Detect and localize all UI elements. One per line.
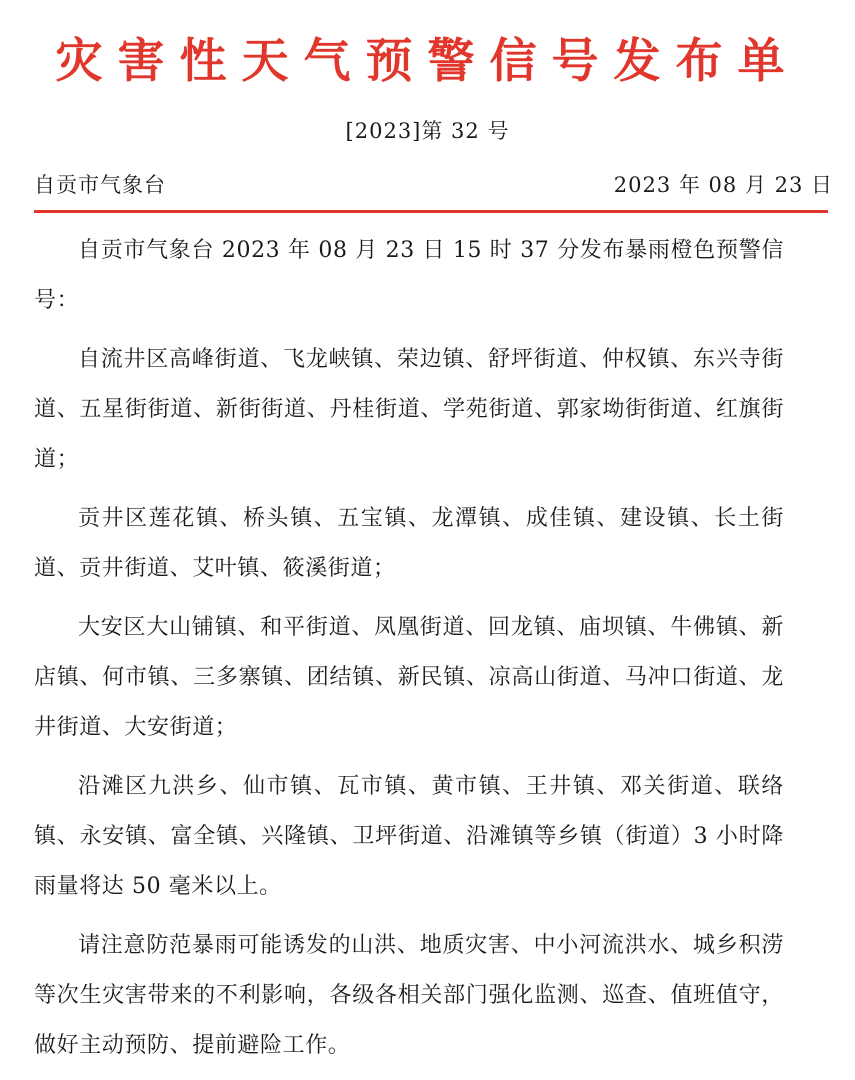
paragraph-announcement: 自贡市气象台 2023 年 08 月 23 日 15 时 37 分发布暴雨橙色预警信号：	[34, 238, 784, 313]
paragraph-daan-district: 大安区大山铺镇、和平街道、凤凰街道、回龙镇、庙坝镇、牛佛镇、新店镇、何市镇、三多寨镇、团结镇、新民镇、凉高山街道、马冲口街道、龙井街道、大安街道；	[34, 615, 784, 740]
document-body	[34, 226, 784, 1080]
paragraph-advisory: 请注意防范暴雨可能诱发的山洪、地质灾害、中小河流洪水、城乡积涝等次生灾害带来的不利影响，各级各相关部门强化监测、巡查、值班值守，做好主动预防、提前避险工作。	[34, 933, 784, 1058]
header-divider	[34, 210, 828, 213]
paragraph-ziliujing-district: 自流井区高峰街道、飞龙峡镇、荣边镇、舒坪街道、仲权镇、东兴寺街道、五星街街道、新街街道、丹桂街道、学苑街道、郭家坳街街道、红旗街道；	[34, 347, 784, 472]
issue-date: 2023 年 08 月 23 日	[613, 173, 833, 197]
issuer-name: 自贡市气象台	[34, 173, 166, 197]
document-title: 灾害性天气预警信号发布单	[55, 34, 800, 89]
paragraph-yantan-district: 沿滩区九洪乡、仙市镇、瓦市镇、黄市镇、王井镇、邓关街道、联络镇、永安镇、富全镇、兴隆镇、卫坪街道、沿滩镇等乡镇（街道）3 小时降雨量将达 50 毫米以上。	[34, 774, 784, 899]
document-number: [2023]第 32 号	[345, 119, 510, 143]
paragraph-gongjing-district: 贡井区莲花镇、桥头镇、五宝镇、龙潭镇、成佳镇、建设镇、长土街道、贡井街道、艾叶镇、筱溪街道；	[34, 506, 784, 581]
